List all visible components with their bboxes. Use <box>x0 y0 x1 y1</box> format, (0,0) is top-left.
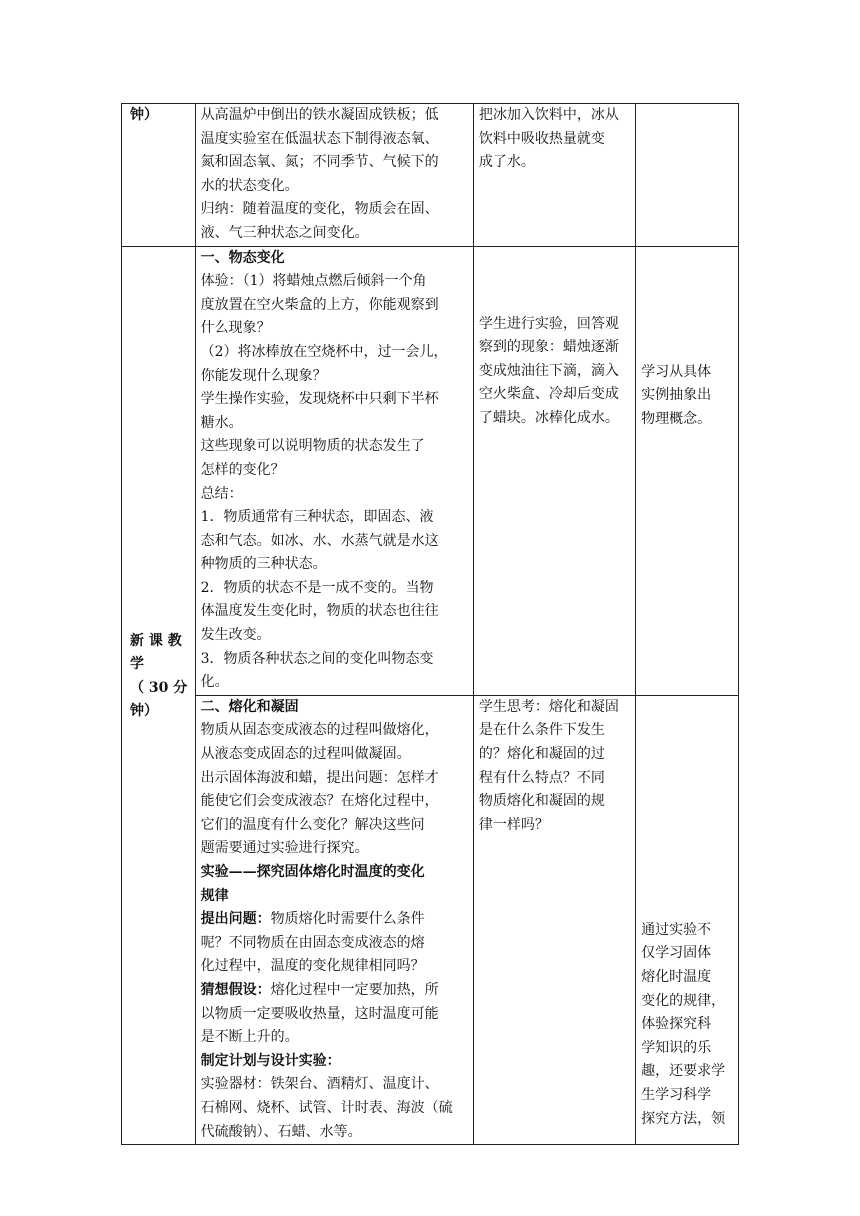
text-line: （2）将冰棒放在空烧杯中，过一会儿， <box>200 343 448 360</box>
text-line: 学生操作实验，发现烧杯中只剩下半杯 <box>200 391 439 408</box>
student-activity-cell <box>473 246 635 695</box>
text-line: 体验探究科 <box>641 1016 712 1033</box>
text-line: 什么现象？ <box>200 320 271 337</box>
student-activity-cell <box>473 695 635 1144</box>
text-line: 3．物质各种状态之间的变化叫物态变 <box>200 650 434 667</box>
text-line: 度放置在空火柴盒的上方，你能观察到 <box>200 296 439 313</box>
text-line: 学生进行实验，回答观 <box>478 315 619 332</box>
text-line: 成了水。 <box>478 154 535 171</box>
text-line: 归纳：随着温度的变化，物质会在固、 <box>200 201 439 218</box>
text-line: 律一样吗？ <box>478 816 549 833</box>
text-line: 从液态变成固态的过程叫做凝固。 <box>200 746 411 763</box>
text-line: 从高温炉中倒出的铁水凝固成铁板；低 <box>200 107 439 123</box>
text-line: 氮和固态氧、氮；不同季节、气候下的 <box>200 154 439 171</box>
text-line: 化过程中，温度的变化规律相同吗？ <box>200 958 425 975</box>
text-line: 了蜡块。冰棒化成水。 <box>478 409 619 426</box>
design-intent-cell <box>636 104 739 247</box>
text-line: 体验：（1）将蜡烛点燃后倾斜一个角 <box>200 273 427 290</box>
text-line: 种物质的三种状态。 <box>200 556 327 573</box>
text-line: 糖水。 <box>200 414 243 431</box>
text-line: 察到的现象：蜡烛逐渐 <box>478 339 619 356</box>
text-line: 探究方法，领 <box>641 1110 726 1127</box>
lesson-plan-table <box>121 103 739 1145</box>
text-line: 2．物质的状态不是一成不变的。当物 <box>200 579 434 596</box>
text-line: 化。 <box>200 674 229 691</box>
text-line: 这些现象可以说明物质的状态发生了 <box>200 438 425 455</box>
text-line: 通过实验不 <box>641 921 712 938</box>
teacher-activity-cell <box>195 695 473 1144</box>
text-line: 实例抽象出 <box>641 387 712 404</box>
text-line: 熔化过程中一定要加热，所 <box>270 981 439 998</box>
text-line: 总结： <box>200 485 243 502</box>
stage-cell <box>122 246 196 1145</box>
text-line: 趣，还要求学 <box>641 1063 726 1080</box>
table-row <box>122 104 739 247</box>
text-line: 熔化时温度 <box>641 969 712 986</box>
text-line: 学习从具体 <box>641 363 712 380</box>
text-line: 出示固体海波和蜡，提出问题：怎样才 <box>200 769 439 786</box>
question-label: 提出问题： <box>200 911 271 928</box>
text-line: 能使它们会变成液态？在熔化过程中， <box>200 793 439 810</box>
text-line: 的？熔化和凝固的过 <box>478 746 605 763</box>
text-line: 物质熔化时需要什么条件 <box>270 911 425 928</box>
experiment-title: 规律 <box>200 887 229 904</box>
text-line: 饮料中吸收热量就变 <box>478 130 605 147</box>
text-line: 态和气态。如冰、水、水蒸气就是水这 <box>200 532 439 549</box>
text-line: 物质熔化和凝固的规 <box>478 793 605 810</box>
text-line: 怎样的变化？ <box>200 461 285 478</box>
text-line: 学知识的乐 <box>641 1039 712 1056</box>
stage-label: 钟） <box>130 107 158 123</box>
text-line: 呢？不同物质在由固态变成液态的熔 <box>200 934 425 951</box>
stage-label: （ 30 分 <box>130 679 188 696</box>
text-line: 你能发现什么现象？ <box>200 367 327 384</box>
teacher-activity-cell <box>195 104 473 247</box>
text-line: 以物质一定要吸收热量，这时温度可能 <box>200 1005 439 1022</box>
text-line: 变成烛油往下滴，滴入 <box>478 362 619 379</box>
table-row <box>122 246 739 695</box>
text-line: 把冰加入饮料中，冰从 <box>478 107 619 123</box>
section-heading: 二、熔化和凝固 <box>200 698 299 715</box>
text-line: 代硫酸钠）、石蜡、水等。 <box>200 1123 362 1140</box>
text-line: 温度实验室在低温状态下制得液态氧、 <box>200 130 439 147</box>
text-line: 是不断上升的。 <box>200 1029 299 1046</box>
stage-label: 钟） <box>130 703 158 720</box>
hypothesis-line <box>201 979 468 1003</box>
design-intent-cell <box>636 695 739 1144</box>
question-line <box>201 908 468 932</box>
teacher-activity-cell <box>195 246 473 695</box>
student-activity-cell <box>473 104 635 247</box>
text-line: 发生改变。 <box>200 627 271 644</box>
section-heading: 一、物态变化 <box>200 249 285 266</box>
design-intent-cell <box>636 246 739 695</box>
text-line: 空火柴盒、冷却后变成 <box>478 386 619 403</box>
text-line: 仅学习固体 <box>641 945 712 962</box>
text-line: 题需要通过实验进行探究。 <box>200 840 369 857</box>
hypothesis-label: 猜想假设： <box>200 981 271 998</box>
text-line: 1．物质通常有三种状态，即固态、液 <box>200 509 434 526</box>
text-line: 物理概念。 <box>641 410 712 427</box>
text-line: 程有什么特点？不同 <box>478 769 605 786</box>
text-line: 学生思考：熔化和凝固 <box>478 698 619 715</box>
table-row <box>122 695 739 1144</box>
text-line: 石棉网、烧杯、试管、计时表、海波（硫 <box>200 1099 453 1116</box>
stage-cell <box>122 104 196 247</box>
text-line: 变化的规律， <box>641 992 726 1009</box>
text-line: 生学习科学 <box>641 1087 712 1103</box>
text-line: 它们的温度有什么变化？解决这些问 <box>200 816 425 833</box>
stage-label: 学 <box>130 656 144 673</box>
text-line: 水的状态变化。 <box>200 177 299 194</box>
text-line: 体温度发生变化时，物质的状态也往往 <box>200 603 439 620</box>
text-line: 物质从固态变成液态的过程叫做熔化， <box>200 722 439 739</box>
text-line: 液、气三种状态之间变化。 <box>200 224 369 241</box>
text-line: 是在什么条件下发生 <box>478 722 605 739</box>
plan-label: 制定计划与设计实验： <box>200 1052 341 1069</box>
experiment-title: 实验——探究固体熔化时温度的变化 <box>200 864 425 880</box>
text-line: 实验器材：铁架台、酒精灯、温度计、 <box>200 1076 439 1093</box>
stage-label: 新 课 教 <box>130 632 182 649</box>
